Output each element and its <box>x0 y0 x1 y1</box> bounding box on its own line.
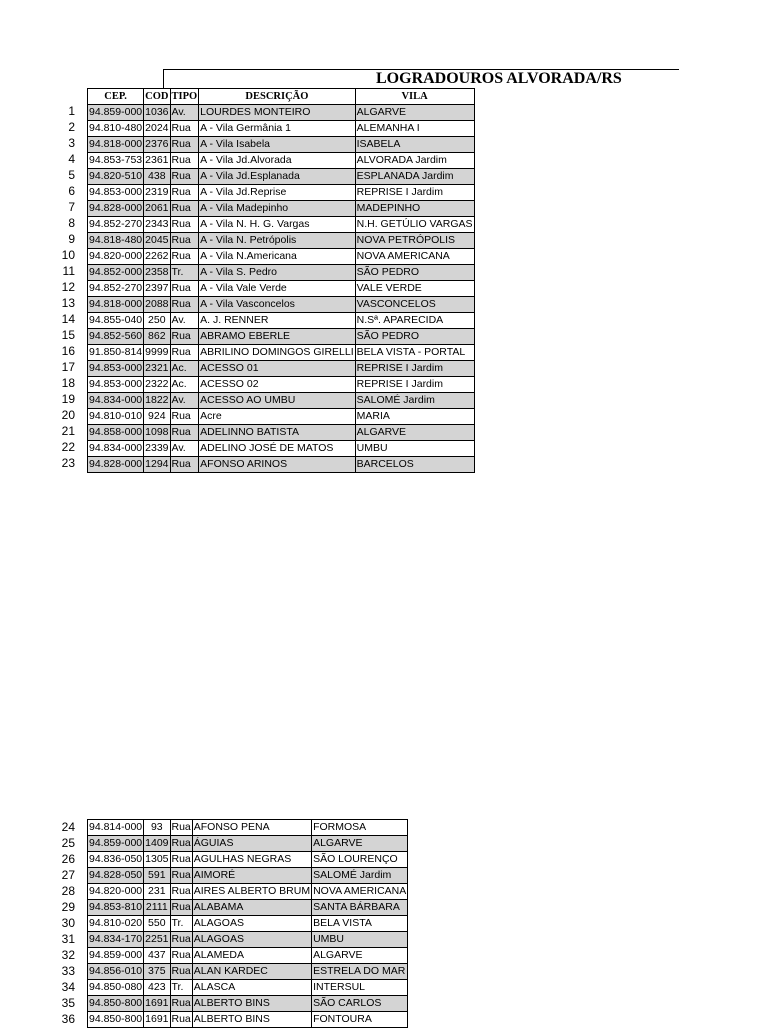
table-row <box>88 884 408 900</box>
table-row <box>88 425 475 441</box>
table-row <box>88 393 475 409</box>
tipo-cell: Rua <box>170 836 192 852</box>
cep-cell: 94.834-000 <box>88 441 144 457</box>
cod-cell: 2088 <box>144 297 170 313</box>
tipo-cell: Tr. <box>170 265 199 281</box>
row-number: 15 <box>61 328 75 342</box>
table-row <box>88 297 475 313</box>
row-number: 24 <box>61 820 75 834</box>
vila-cell: SALOMÉ Jardim <box>312 868 408 884</box>
table-row <box>88 980 408 996</box>
row-number: 21 <box>61 424 75 438</box>
row-number: 29 <box>61 900 75 914</box>
cep-cell: 94.853-000 <box>88 361 144 377</box>
cep-cell: 94.818-000 <box>88 297 144 313</box>
descricao-cell: Acre <box>199 409 355 425</box>
row-number: 14 <box>61 312 75 326</box>
tipo-cell: Rua <box>170 153 199 169</box>
row-number: 30 <box>61 916 75 930</box>
cod-cell: 2361 <box>144 153 170 169</box>
cep-cell: 94.820-000 <box>88 884 144 900</box>
vila-cell: ESPLANADA Jardim <box>355 169 474 185</box>
vila-cell: INTERSUL <box>312 980 408 996</box>
row-number: 33 <box>61 964 75 978</box>
vila-cell: BELA VISTA - PORTAL <box>355 345 474 361</box>
table-row <box>88 852 408 868</box>
table-row <box>88 441 475 457</box>
tipo-cell: Rua <box>170 201 199 217</box>
cep-cell: 94.850-080 <box>88 980 144 996</box>
vila-cell: ALVORADA Jardim <box>355 153 474 169</box>
row-number: 22 <box>61 440 75 454</box>
table-row <box>88 361 475 377</box>
cod-cell: 1036 <box>144 105 170 121</box>
cep-cell: 94.834-170 <box>88 932 144 948</box>
row-number: 17 <box>61 360 75 374</box>
cod-cell: 2024 <box>144 121 170 137</box>
cod-cell: 2045 <box>144 233 170 249</box>
tipo-cell: Ac. <box>170 361 199 377</box>
cod-cell: 423 <box>144 980 170 996</box>
cep-cell: 94.852-560 <box>88 329 144 345</box>
cod-cell: 2397 <box>144 281 170 297</box>
cod-cell: 1098 <box>144 425 170 441</box>
cep-cell: 94.828-050 <box>88 868 144 884</box>
descricao-cell: A. J. RENNER <box>199 313 355 329</box>
cod-cell: 231 <box>144 884 170 900</box>
table-row <box>88 121 475 137</box>
vila-cell: ALGARVE <box>312 836 408 852</box>
table-row <box>88 820 408 836</box>
row-number: 34 <box>61 980 75 994</box>
descricao-cell: AFONSO ARINOS <box>199 457 355 473</box>
vila-cell: SÃO LOURENÇO <box>312 852 408 868</box>
cep-cell: 94.810-010 <box>88 409 144 425</box>
cod-cell: 1691 <box>144 996 170 1012</box>
row-number: 31 <box>61 932 75 946</box>
row-number: 11 <box>62 264 75 278</box>
cep-cell: 94.820-000 <box>88 249 144 265</box>
cod-cell: 550 <box>144 916 170 932</box>
descricao-cell: A - Vila Jd.Reprise <box>199 185 355 201</box>
vila-cell: FONTOURA <box>312 1012 408 1028</box>
header-tipo: TIPO <box>170 89 199 105</box>
row-number: 8 <box>68 216 75 230</box>
table-row <box>88 900 408 916</box>
descricao-cell: A - Vila Isabela <box>199 137 355 153</box>
tipo-cell: Rua <box>170 409 199 425</box>
cod-cell: 250 <box>144 313 170 329</box>
tipo-cell: Rua <box>170 852 192 868</box>
descricao-cell: A - Vila Madepinho <box>199 201 355 217</box>
descricao-cell: A - Vila Vale Verde <box>199 281 355 297</box>
cep-cell: 94.855-040 <box>88 313 144 329</box>
cep-cell: 94.853-000 <box>88 377 144 393</box>
row-number: 4 <box>68 152 75 166</box>
cep-cell: 94.818-000 <box>88 137 144 153</box>
table-row <box>88 948 408 964</box>
table-row <box>88 249 475 265</box>
tipo-cell: Rua <box>170 457 199 473</box>
cep-cell: 94.856-010 <box>88 964 144 980</box>
tipo-cell: Rua <box>170 868 192 884</box>
tipo-cell: Av. <box>170 393 199 409</box>
header-cod: COD <box>144 89 170 105</box>
tipo-cell: Av. <box>170 441 199 457</box>
vila-cell: NOVA AMERICANA <box>355 249 474 265</box>
tipo-cell: Av. <box>170 105 199 121</box>
row-number: 2 <box>68 120 75 134</box>
descricao-cell: ÁGUIAS <box>192 836 311 852</box>
cod-cell: 1822 <box>144 393 170 409</box>
cod-cell: 2251 <box>144 932 170 948</box>
table-row <box>88 185 475 201</box>
tipo-cell: Rua <box>170 281 199 297</box>
cep-cell: 94.850-800 <box>88 996 144 1012</box>
vila-cell: REPRISE I Jardim <box>355 361 474 377</box>
row-number: 36 <box>61 1012 75 1026</box>
table-row <box>88 329 475 345</box>
tipo-cell: Rua <box>170 329 199 345</box>
descricao-cell: A - Vila Vasconcelos <box>199 297 355 313</box>
row-number: 35 <box>61 996 75 1010</box>
cod-cell: 2358 <box>144 265 170 281</box>
cod-cell: 437 <box>144 948 170 964</box>
descricao-cell: ACESSO AO UMBU <box>199 393 355 409</box>
vila-cell: N.H. GETÚLIO VARGAS <box>355 217 474 233</box>
tipo-cell: Rua <box>170 884 192 900</box>
descricao-cell: A - Vila Jd.Esplanada <box>199 169 355 185</box>
row-number: 16 <box>61 344 75 358</box>
descricao-cell: A - Vila Germânia 1 <box>199 121 355 137</box>
row-number: 25 <box>61 836 75 850</box>
cep-cell: 94.820-510 <box>88 169 144 185</box>
descricao-cell: AGULHAS NEGRAS <box>192 852 311 868</box>
descricao-cell: LOURDES MONTEIRO <box>199 105 355 121</box>
cod-cell: 2376 <box>144 137 170 153</box>
vila-cell: NOVA AMERICANA <box>312 884 408 900</box>
cod-cell: 438 <box>144 169 170 185</box>
table-row <box>88 217 475 233</box>
vila-cell: N.Sª. APARECIDA <box>355 313 474 329</box>
cod-cell: 2319 <box>144 185 170 201</box>
vila-cell: BARCELOS <box>355 457 474 473</box>
cep-cell: 94.814-000 <box>88 820 144 836</box>
vila-cell: SANTA BÁRBARA <box>312 900 408 916</box>
descricao-cell: ALBERTO BINS <box>192 1012 311 1028</box>
vila-cell: REPRISE I Jardim <box>355 185 474 201</box>
cod-cell: 2262 <box>144 249 170 265</box>
vila-cell: VASCONCELOS <box>355 297 474 313</box>
table-row <box>88 1012 408 1028</box>
vila-cell: ALGARVE <box>312 948 408 964</box>
cep-cell: 94.858-000 <box>88 425 144 441</box>
tipo-cell: Tr. <box>170 980 192 996</box>
table-row <box>88 457 475 473</box>
tipo-cell: Rua <box>170 345 199 361</box>
vila-cell: SÃO PEDRO <box>355 265 474 281</box>
streets-table-page-2 <box>87 819 408 1028</box>
tipo-cell: Rua <box>170 249 199 265</box>
cep-cell: 94.852-270 <box>88 281 144 297</box>
descricao-cell: A - Vila N. H. G. Vargas <box>199 217 355 233</box>
tipo-cell: Rua <box>170 217 199 233</box>
tipo-cell: Rua <box>170 1012 192 1028</box>
cod-cell: 9999 <box>144 345 170 361</box>
descricao-cell: AIMORÉ <box>192 868 311 884</box>
descricao-cell: ADELINNO BATISTA <box>199 425 355 441</box>
cod-cell: 1409 <box>144 836 170 852</box>
row-number: 20 <box>61 408 75 422</box>
cep-cell: 94.859-000 <box>88 105 144 121</box>
vila-cell: UMBU <box>312 932 408 948</box>
descricao-cell: A - Vila S. Pedro <box>199 265 355 281</box>
cod-cell: 862 <box>144 329 170 345</box>
table-row <box>88 233 475 249</box>
cep-cell: 94.834-000 <box>88 393 144 409</box>
vila-cell: ALGARVE <box>355 425 474 441</box>
tipo-cell: Tr. <box>170 916 192 932</box>
header-row <box>88 89 475 105</box>
cep-cell: 94.852-270 <box>88 217 144 233</box>
vila-cell: MADEPINHO <box>355 201 474 217</box>
cep-cell: 94.810-480 <box>88 121 144 137</box>
cod-cell: 1294 <box>144 457 170 473</box>
row-number: 3 <box>68 136 75 150</box>
table-row <box>88 201 475 217</box>
descricao-cell: ALAN KARDEC <box>192 964 311 980</box>
table-row <box>88 377 475 393</box>
vila-cell: ESTRELA DO MAR <box>312 964 408 980</box>
cep-cell: 94.828-000 <box>88 201 144 217</box>
tipo-cell: Rua <box>170 948 192 964</box>
cep-cell: 94.853-753 <box>88 153 144 169</box>
descricao-cell: A - Vila N. Petrópolis <box>199 233 355 249</box>
cod-cell: 2061 <box>144 201 170 217</box>
cep-cell: 94.852-000 <box>88 265 144 281</box>
descricao-cell: ABRAMO EBERLE <box>199 329 355 345</box>
table-row <box>88 169 475 185</box>
header-vila: VILA <box>355 89 474 105</box>
descricao-cell: AFONSO PENA <box>192 820 311 836</box>
header-descricao: DESCRIÇÃO <box>199 89 355 105</box>
tipo-cell: Rua <box>170 932 192 948</box>
tipo-cell: Rua <box>170 233 199 249</box>
table-row <box>88 281 475 297</box>
descricao-cell: ACESSO 01 <box>199 361 355 377</box>
row-number: 5 <box>68 168 75 182</box>
cep-cell: 94.828-000 <box>88 457 144 473</box>
cep-cell: 94.853-810 <box>88 900 144 916</box>
table-row <box>88 868 408 884</box>
cod-cell: 2321 <box>144 361 170 377</box>
descricao-cell: A - Vila Jd.Alvorada <box>199 153 355 169</box>
table-row <box>88 313 475 329</box>
vila-cell: NOVA PETRÓPOLIS <box>355 233 474 249</box>
row-number: 32 <box>61 948 75 962</box>
row-number: 13 <box>61 296 75 310</box>
tipo-cell: Rua <box>170 297 199 313</box>
vila-cell: FORMOSA <box>312 820 408 836</box>
descricao-cell: AIRES ALBERTO BRUM <box>192 884 311 900</box>
row-number: 9 <box>68 232 75 246</box>
row-number: 26 <box>61 852 75 866</box>
tipo-cell: Rua <box>170 137 199 153</box>
row-number: 23 <box>61 456 75 470</box>
tipo-cell: Rua <box>170 996 192 1012</box>
descricao-cell: ALBERTO BINS <box>192 996 311 1012</box>
cep-cell: 94.818-480 <box>88 233 144 249</box>
cep-cell: 94.853-000 <box>88 185 144 201</box>
descricao-cell: A - Vila N.Americana <box>199 249 355 265</box>
table-row <box>88 996 408 1012</box>
row-numbers <box>55 103 75 471</box>
tipo-cell: Rua <box>170 425 199 441</box>
table-row <box>88 409 475 425</box>
cod-cell: 1305 <box>144 852 170 868</box>
row-number: 27 <box>61 868 75 882</box>
vila-cell: ISABELA <box>355 137 474 153</box>
table-row <box>88 964 408 980</box>
tipo-cell: Rua <box>170 820 192 836</box>
vila-cell: SÃO CARLOS <box>312 996 408 1012</box>
row-numbers <box>55 819 75 1027</box>
cep-cell: 94.810-020 <box>88 916 144 932</box>
cep-cell: 91.850-814 <box>88 345 144 361</box>
descricao-cell: ALAGOAS <box>192 932 311 948</box>
vila-cell: ALGARVE <box>355 105 474 121</box>
vila-cell: MARIA <box>355 409 474 425</box>
table-row <box>88 105 475 121</box>
vila-cell: BELA VISTA <box>312 916 408 932</box>
descricao-cell: ALAMEDA <box>192 948 311 964</box>
row-number: 19 <box>61 392 75 406</box>
tipo-cell: Av. <box>170 313 199 329</box>
row-number: 18 <box>61 376 75 390</box>
vila-cell: UMBU <box>355 441 474 457</box>
vila-cell: ALEMANHA I <box>355 121 474 137</box>
vila-cell: SÃO PEDRO <box>355 329 474 345</box>
header-cep: CEP. <box>88 89 144 105</box>
row-number: 28 <box>61 884 75 898</box>
cod-cell: 924 <box>144 409 170 425</box>
table-row <box>88 932 408 948</box>
tipo-cell: Rua <box>170 900 192 916</box>
descricao-cell: ALASCA <box>192 980 311 996</box>
cod-cell: 93 <box>144 820 170 836</box>
descricao-cell: ALABAMA <box>192 900 311 916</box>
cod-cell: 2343 <box>144 217 170 233</box>
tipo-cell: Ac. <box>170 377 199 393</box>
tipo-cell: Rua <box>170 185 199 201</box>
vila-cell: SALOMÉ Jardim <box>355 393 474 409</box>
table-row <box>88 345 475 361</box>
cod-cell: 375 <box>144 964 170 980</box>
cep-cell: 94.850-800 <box>88 1012 144 1028</box>
descricao-cell: ABRILINO DOMINGOS GIRELLI <box>199 345 355 361</box>
tipo-cell: Rua <box>170 169 199 185</box>
tipo-cell: Rua <box>170 121 199 137</box>
streets-table-page-1 <box>87 88 475 473</box>
row-number: 1 <box>68 104 75 118</box>
table-row <box>88 153 475 169</box>
row-number: 10 <box>61 248 75 262</box>
row-number: 12 <box>61 280 75 294</box>
cep-cell: 94.859-000 <box>88 948 144 964</box>
descricao-cell: ALAGOAS <box>192 916 311 932</box>
cod-cell: 2339 <box>144 441 170 457</box>
descricao-cell: ADELINO JOSÉ DE MATOS <box>199 441 355 457</box>
cod-cell: 1691 <box>144 1012 170 1028</box>
tipo-cell: Rua <box>170 964 192 980</box>
cod-cell: 591 <box>144 868 170 884</box>
vila-cell: VALE VERDE <box>355 281 474 297</box>
cep-cell: 94.859-000 <box>88 836 144 852</box>
table-row <box>88 137 475 153</box>
page-title: LOGRADOUROS ALVORADA/RS <box>376 70 622 87</box>
table-row <box>88 916 408 932</box>
vila-cell: REPRISE I Jardim <box>355 377 474 393</box>
cep-cell: 94.836-050 <box>88 852 144 868</box>
descricao-cell: ACESSO 02 <box>199 377 355 393</box>
cod-cell: 2111 <box>144 900 170 916</box>
table-row <box>88 265 475 281</box>
cod-cell: 2322 <box>144 377 170 393</box>
table-row <box>88 836 408 852</box>
row-number: 7 <box>68 200 75 214</box>
row-number: 6 <box>68 184 75 198</box>
